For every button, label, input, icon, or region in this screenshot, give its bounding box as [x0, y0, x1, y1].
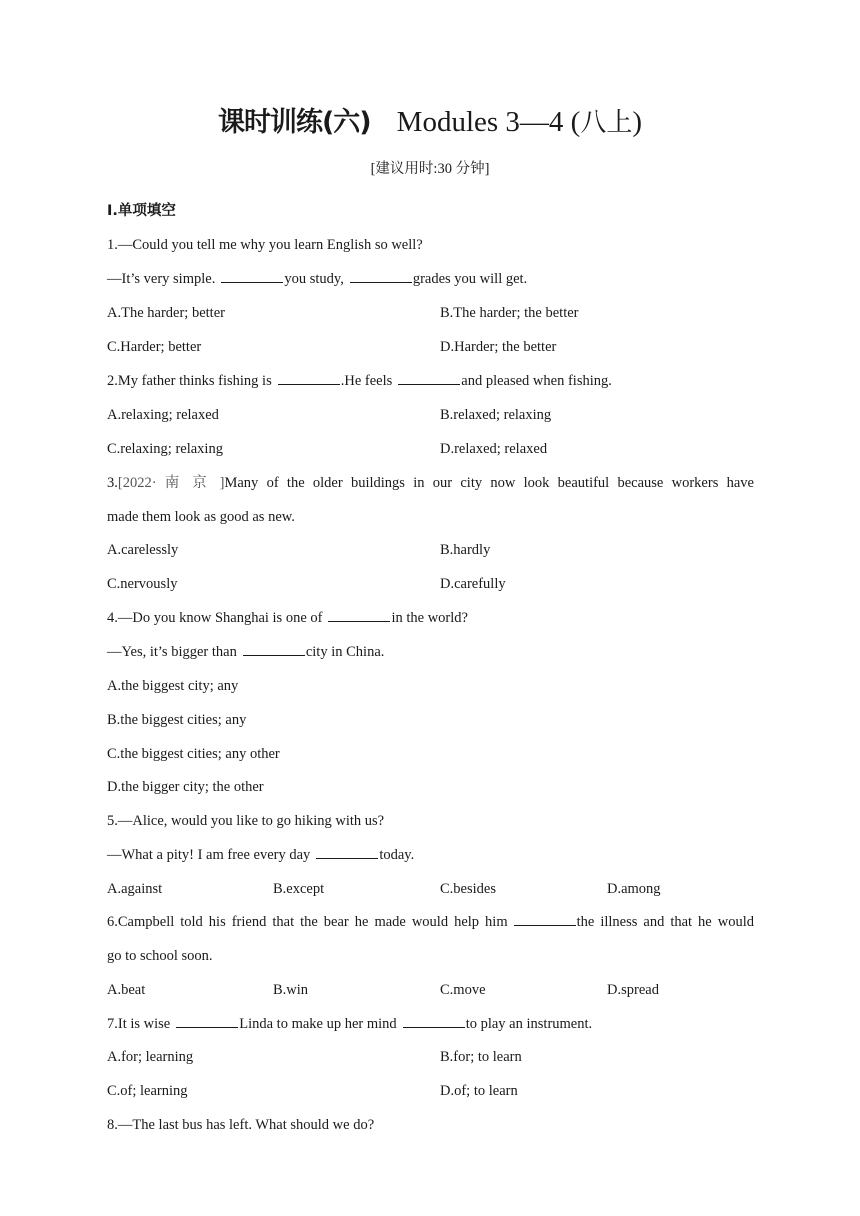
- q7-option-a: A.for; learning: [107, 1049, 194, 1065]
- q6-stem-continued: go to school soon.: [107, 948, 213, 964]
- q3-stem-continued: made them look as good as new.: [107, 509, 295, 525]
- page-title: [0, 100, 860, 139]
- q4-option-d: D.the bigger city; the other: [107, 779, 264, 795]
- suggested-time: [建议用时:30 分钟]: [370, 161, 490, 177]
- q1-option-b: B.The harder; the better: [440, 305, 579, 321]
- q1-option-d: D.Harder; the better: [440, 339, 557, 355]
- q7-option-d: D.of; to learn: [440, 1083, 518, 1099]
- answer-blank: [398, 371, 460, 385]
- answer-blank: [350, 269, 412, 283]
- q8-stem: 8.—The last bus has left. What should we do?: [107, 1117, 375, 1133]
- q5-option-d: D.among: [607, 881, 661, 897]
- q7-stem: 7.It is wise Linda to make up her mind to play an instrument.: [107, 1016, 593, 1032]
- answer-blank: [328, 608, 390, 622]
- q2-stem: 2.My father thinks fishing is .He feels and pleased when fishing.: [107, 373, 612, 389]
- q5-answer-line: —What a pity! I am free every day today.: [107, 847, 415, 863]
- q4-option-a: A.the biggest city; any: [107, 678, 239, 694]
- answer-blank: [514, 912, 576, 926]
- q6-option-d: D.spread: [607, 982, 659, 998]
- answer-blank: [243, 642, 305, 656]
- title-modules: Modules 3—4 (: [396, 106, 581, 138]
- q6-option-a: A.beat: [107, 982, 146, 998]
- q3-option-c: C.nervously: [107, 576, 178, 592]
- answer-blank: [403, 1014, 465, 1028]
- q3-option-d: D.carefully: [440, 576, 506, 592]
- q4-option-c: C.the biggest cities; any other: [107, 746, 280, 762]
- q7-option-c: C.of; learning: [107, 1083, 188, 1099]
- q5-stem: 5.—Alice, would you like to go hiking with us?: [107, 813, 385, 829]
- title-close-paren: ): [632, 106, 643, 138]
- q3-source-tag: [2022· 南 京 ]: [117, 475, 225, 491]
- q5-option-b: B.except: [273, 881, 325, 897]
- q1-option-a: A.The harder; better: [107, 305, 225, 321]
- q6-option-c: C.move: [440, 982, 486, 998]
- q7-option-b: B.for; to learn: [440, 1049, 522, 1065]
- answer-blank: [176, 1014, 238, 1028]
- q4-answer-line: —Yes, it’s bigger than city in China.: [107, 644, 385, 660]
- title-chinese: 课时训练(六): [217, 107, 371, 138]
- q2-option-d: D.relaxed; relaxed: [440, 441, 548, 457]
- q6-stem: 6.Campbell told his friend that the bear he made would help him the illness and that he would: [107, 914, 754, 930]
- q6-option-b: B.win: [273, 982, 309, 998]
- answer-blank: [278, 371, 340, 385]
- q2-option-b: B.relaxed; relaxing: [440, 407, 552, 423]
- answer-blank: [316, 845, 378, 859]
- q2-option-a: A.relaxing; relaxed: [107, 407, 219, 423]
- q3-option-b: B.hardly: [440, 542, 491, 558]
- q4-option-b: B.the biggest cities; any: [107, 712, 247, 728]
- q1-option-c: C.Harder; better: [107, 339, 202, 355]
- q3-stem: 3.[2022· 南 京 ]Many of the older buildings in our city now look beautiful because workers have: [107, 475, 754, 491]
- q2-option-c: C.relaxing; relaxing: [107, 441, 223, 457]
- section-heading: Ⅰ.单项填空: [107, 203, 176, 219]
- q5-option-a: A.against: [107, 881, 163, 897]
- q1-stem: 1.—Could you tell me why you learn English so well?: [107, 237, 423, 253]
- q3-option-a: A.carelessly: [107, 542, 179, 558]
- q1-answer-line: —It’s very simple. you study, grades you will get.: [107, 271, 528, 287]
- q4-stem: 4.—Do you know Shanghai is one of in the world?: [107, 610, 468, 626]
- title-grade: 八上: [580, 108, 633, 138]
- answer-blank: [221, 269, 283, 283]
- q5-option-c: C.besides: [440, 881, 496, 897]
